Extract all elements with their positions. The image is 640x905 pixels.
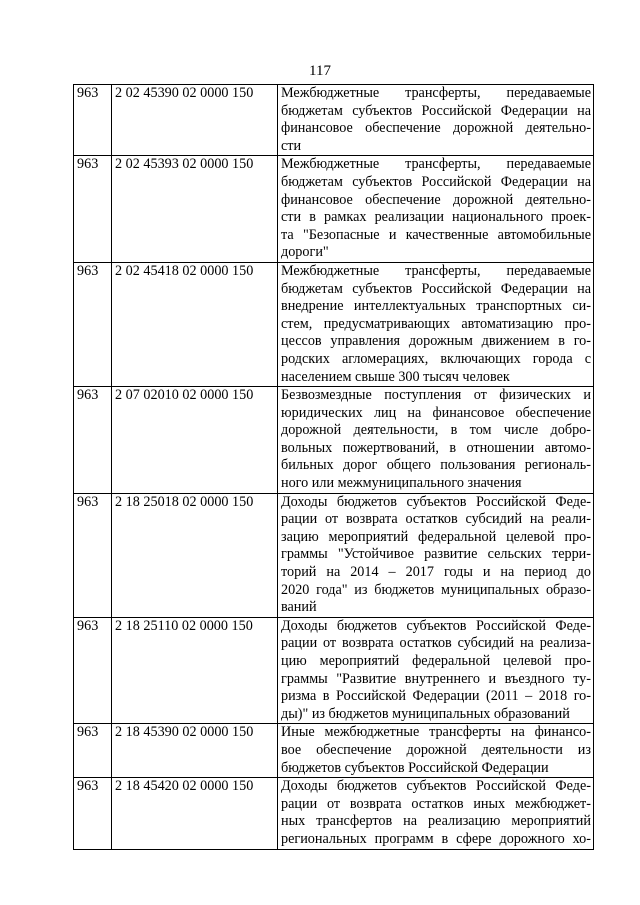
revenue-description-cell — [278, 387, 594, 494]
revenue-description-cell — [278, 156, 594, 263]
description-line: цессов управления дорожным движением в го- — [281, 333, 591, 350]
budget-classification-code-cell: 2 02 45418 02 0000 150 — [112, 262, 278, 386]
description-line: граммы "Развитие внутреннего и въездного ту- — [281, 670, 591, 687]
description-line: финансовое обеспечение дорожной деятельно- — [281, 191, 591, 208]
admin-code-cell: 963 — [74, 262, 112, 386]
budget-classification-code-cell: 2 18 45420 02 0000 150 — [112, 778, 278, 849]
description-line: сти — [281, 137, 302, 154]
description-line: ды)" из бюджетов муниципальных образований — [281, 705, 570, 722]
budget-classification-code-cell: 2 18 25110 02 0000 150 — [112, 617, 278, 724]
budget-classification-code-cell: 2 18 45390 02 0000 150 — [112, 724, 278, 778]
description-line: торий на 2014 – 2017 годы и на период до — [281, 564, 591, 581]
budget-classification-code-cell: 2 18 25018 02 0000 150 — [112, 493, 278, 617]
description-line: Межбюджетные трансферты, передаваемые — [281, 262, 591, 279]
description-line: дороги" — [281, 244, 329, 261]
description-line: сти в рамках реализации национального проек- — [281, 209, 591, 226]
description-line: Безвозмездные поступления от физических и — [281, 387, 591, 404]
description-line: рации от возврата остатков субсидий на реали- — [281, 511, 591, 528]
description-line: бюджетам субъектов Российской Федерации на — [281, 102, 591, 119]
admin-code-cell: 963 — [74, 493, 112, 617]
description-line: региональных программ в сфере дорожного хо- — [281, 830, 591, 847]
table-row — [74, 387, 594, 494]
description-line: бюджетам субъектов Российской Федерации на — [281, 280, 591, 297]
description-line: вое обеспечение дорожной деятельности из — [281, 741, 591, 758]
description-line: зацию мероприятий федеральной целевой про- — [281, 528, 591, 545]
revenue-description-cell — [278, 724, 594, 778]
budget-classification-code-cell: 2 02 45393 02 0000 150 — [112, 156, 278, 263]
revenue-codes-table — [73, 84, 594, 850]
description-line: рации от возврата остатков субсидий на реализа- — [281, 635, 591, 652]
description-line: 2020 года" из бюджетов муниципальных образо- — [281, 581, 591, 598]
description-line: юридических лиц на финансовое обеспечение — [281, 404, 591, 421]
table-row — [74, 724, 594, 778]
table-row — [74, 85, 594, 156]
description-line: ваний — [281, 599, 317, 616]
budget-classification-code-cell: 2 02 45390 02 0000 150 — [112, 85, 278, 156]
budget-classification-code-cell: 2 07 02010 02 0000 150 — [112, 387, 278, 494]
admin-code-cell: 963 — [74, 778, 112, 849]
description-line: Межбюджетные трансферты, передаваемые — [281, 156, 591, 173]
description-line: ризма в Российской Федерации (2011 – 2018 го- — [281, 688, 591, 705]
description-line: стем, предусматривающих автоматизацию про- — [281, 315, 591, 332]
description-line: Доходы бюджетов субъектов Российской Феде- — [281, 617, 591, 634]
revenue-description-cell — [278, 617, 594, 724]
description-line: вольных пожертвований, в отношении автомо- — [281, 439, 591, 456]
description-line: Иные межбюджетные трансферты на финансо- — [281, 724, 591, 741]
description-line: цию мероприятий федеральной целевой про- — [281, 653, 591, 669]
description-line: родских агломерациях, включающих города с — [281, 350, 591, 367]
admin-code-cell: 963 — [74, 156, 112, 263]
description-line: ных трансфертов на реализацию мероприятий — [281, 813, 591, 830]
revenue-description-cell — [278, 262, 594, 386]
description-line: та "Безопасные и качественные автомобильные — [281, 226, 591, 243]
admin-code-cell: 963 — [74, 724, 112, 778]
table-row — [74, 493, 594, 617]
table-row — [74, 262, 594, 386]
description-line: бюджетам субъектов Российской Федерации на — [281, 173, 591, 190]
description-line: Доходы бюджетов субъектов Российской Феде- — [281, 778, 591, 795]
table-row — [74, 617, 594, 724]
description-line: внедрение интеллектуальных транспортных си- — [281, 298, 591, 315]
description-line: ного или межмуниципального значения — [281, 475, 522, 492]
description-line: рации от возврата остатков иных межбюджет- — [281, 795, 591, 812]
revenue-description-cell — [278, 85, 594, 156]
description-line: населением свыше 300 тысяч человек — [281, 368, 510, 385]
table-row — [74, 778, 594, 849]
description-line: граммы "Устойчивое развитие сельских терри- — [281, 546, 591, 563]
admin-code-cell: 963 — [74, 387, 112, 494]
admin-code-cell: 963 — [74, 617, 112, 724]
revenue-description-cell — [278, 778, 594, 849]
admin-code-cell: 963 — [74, 85, 112, 156]
page-number: 117 — [309, 63, 331, 79]
description-line: бильных дорог общего пользования региональ- — [281, 457, 591, 474]
description-line: Межбюджетные трансферты, передаваемые — [281, 85, 591, 101]
table-row — [74, 156, 594, 263]
description-line: финансовое обеспечение дорожной деятельно- — [281, 120, 591, 137]
description-line: Доходы бюджетов субъектов Российской Феде- — [281, 493, 591, 510]
description-line: дорожной деятельности, в том числе добро- — [281, 422, 591, 439]
revenue-description-cell — [278, 493, 594, 617]
description-line: бюджетов субъектов Российской Федерации — [281, 759, 549, 776]
